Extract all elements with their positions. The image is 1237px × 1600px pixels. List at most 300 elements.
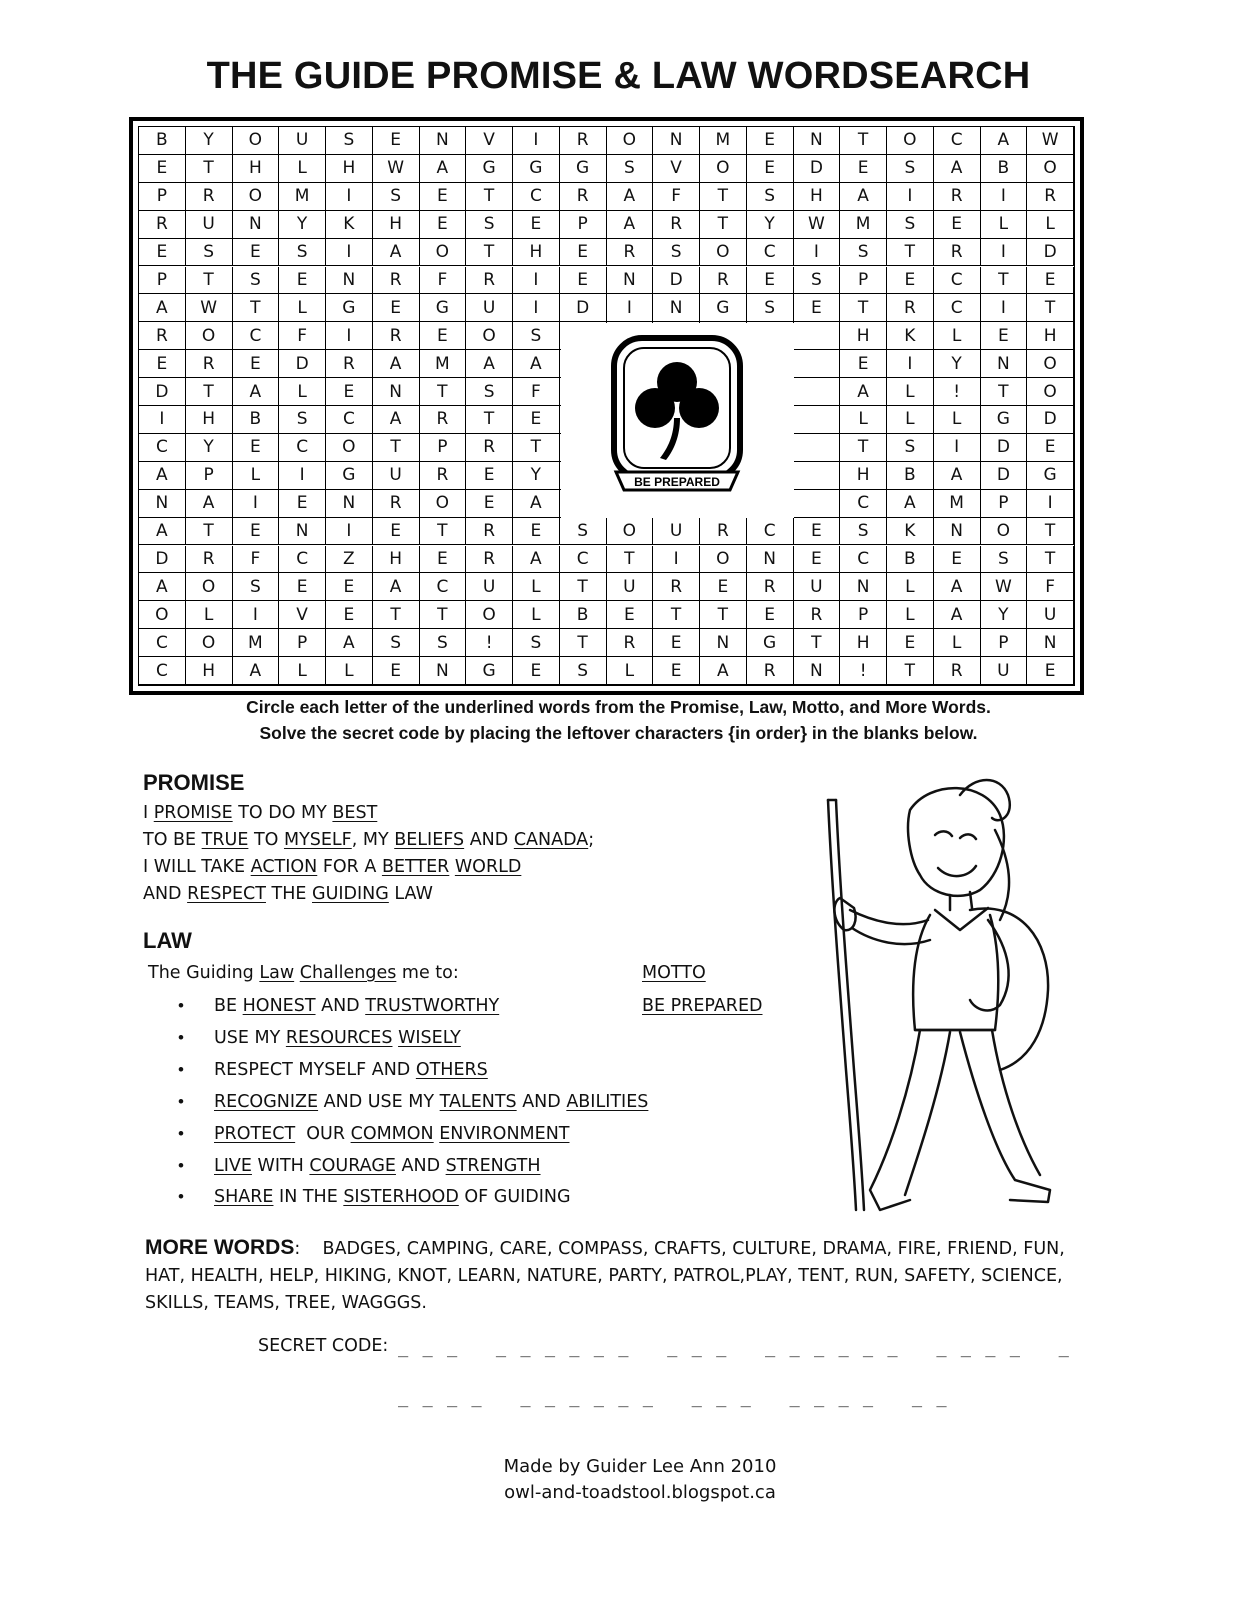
grid-cell[interactable]: E [233, 434, 280, 462]
grid-cell[interactable]: R [186, 183, 233, 211]
grid-cell[interactable]: O [700, 155, 747, 183]
grid-cell[interactable]: Y [981, 601, 1028, 629]
grid-cell[interactable]: R [466, 518, 513, 546]
grid-cell[interactable]: W [186, 294, 233, 322]
grid-cell[interactable]: I [279, 462, 326, 490]
grid-cell[interactable]: P [279, 629, 326, 657]
grid-cell[interactable]: T [233, 294, 280, 322]
grid-cell[interactable]: L [279, 378, 326, 406]
grid-cell[interactable]: H [233, 155, 280, 183]
grid-cell[interactable]: N [747, 546, 794, 574]
grid-cell[interactable]: L [934, 406, 981, 434]
grid-cell[interactable]: E [934, 546, 981, 574]
grid-cell[interactable]: P [840, 601, 887, 629]
grid-cell[interactable]: E [747, 127, 794, 155]
grid-cell[interactable]: A [420, 155, 467, 183]
grid-cell[interactable]: ! [840, 657, 887, 685]
grid-cell[interactable]: A [607, 183, 654, 211]
grid-cell[interactable]: T [653, 601, 700, 629]
grid-cell[interactable]: Y [186, 127, 233, 155]
grid-cell[interactable]: E [233, 239, 280, 267]
grid-cell[interactable]: W [373, 155, 420, 183]
grid-cell[interactable]: E [794, 546, 841, 574]
grid-cell[interactable]: I [981, 294, 1028, 322]
grid-cell[interactable]: F [420, 267, 467, 295]
grid-cell[interactable]: M [934, 490, 981, 518]
grid-cell[interactable]: L [607, 657, 654, 685]
grid-cell[interactable]: I [139, 406, 186, 434]
grid-cell[interactable]: E [420, 546, 467, 574]
grid-cell[interactable]: H [840, 322, 887, 350]
grid-cell[interactable]: M [279, 183, 326, 211]
grid-cell[interactable]: D [981, 462, 1028, 490]
grid-cell[interactable]: S [981, 546, 1028, 574]
grid-cell[interactable]: E [279, 490, 326, 518]
grid-cell[interactable]: E [373, 127, 420, 155]
grid-cell[interactable]: G [326, 462, 373, 490]
grid-cell[interactable]: E [747, 155, 794, 183]
grid-cell[interactable] [794, 462, 841, 490]
grid-cell[interactable]: E [794, 518, 841, 546]
grid-cell[interactable]: L [279, 657, 326, 685]
grid-cell[interactable]: A [513, 546, 560, 574]
grid-cell[interactable]: I [1027, 490, 1074, 518]
grid-cell[interactable]: M [840, 211, 887, 239]
grid-cell[interactable]: W [794, 211, 841, 239]
grid-cell[interactable]: R [186, 546, 233, 574]
grid-cell[interactable]: C [139, 434, 186, 462]
grid-cell[interactable]: T [466, 239, 513, 267]
grid-cell[interactable]: D [139, 378, 186, 406]
grid-cell[interactable]: A [139, 518, 186, 546]
grid-cell[interactable]: S [233, 267, 280, 295]
grid-cell[interactable]: I [326, 518, 373, 546]
grid-cell[interactable]: L [887, 573, 934, 601]
grid-cell[interactable]: E [1027, 657, 1074, 685]
grid-cell[interactable]: O [139, 601, 186, 629]
grid-cell[interactable]: L [934, 629, 981, 657]
grid-cell[interactable]: O [186, 573, 233, 601]
grid-cell[interactable]: E [466, 462, 513, 490]
grid-cell[interactable]: S [560, 657, 607, 685]
grid-cell[interactable]: E [513, 518, 560, 546]
grid-cell[interactable]: S [840, 518, 887, 546]
grid-cell[interactable]: R [700, 518, 747, 546]
grid-cell[interactable]: A [934, 573, 981, 601]
grid-cell[interactable]: N [794, 127, 841, 155]
grid-cell[interactable]: R [887, 294, 934, 322]
grid-cell[interactable]: E [1027, 267, 1074, 295]
grid-cell[interactable]: R [373, 267, 420, 295]
grid-cell[interactable]: R [139, 322, 186, 350]
secret-code-blanks-row-1[interactable]: _ _ _ _ _ _ _ _ _ _ _ _ _ _ _ _ _ _ _ _ _ _ _ [398, 1338, 1071, 1358]
grid-cell[interactable]: T [186, 155, 233, 183]
grid-cell[interactable]: S [513, 629, 560, 657]
grid-cell[interactable]: E [513, 406, 560, 434]
grid-cell[interactable]: U [794, 573, 841, 601]
grid-cell[interactable]: Y [747, 211, 794, 239]
grid-cell[interactable] [794, 490, 841, 518]
grid-cell[interactable]: N [373, 378, 420, 406]
grid-cell[interactable]: I [887, 183, 934, 211]
grid-cell[interactable]: U [466, 294, 513, 322]
grid-cell[interactable]: D [981, 434, 1028, 462]
grid-cell[interactable]: L [279, 155, 326, 183]
grid-cell[interactable]: T [1027, 518, 1074, 546]
grid-cell[interactable]: S [887, 434, 934, 462]
grid-cell[interactable]: T [700, 601, 747, 629]
grid-cell[interactable]: C [233, 322, 280, 350]
grid-cell[interactable]: Y [934, 350, 981, 378]
grid-cell[interactable]: A [466, 350, 513, 378]
grid-cell[interactable]: C [279, 546, 326, 574]
grid-cell[interactable]: A [139, 573, 186, 601]
grid-cell[interactable]: A [934, 462, 981, 490]
grid-cell[interactable]: T [373, 601, 420, 629]
grid-cell[interactable]: M [233, 629, 280, 657]
grid-cell[interactable]: H [513, 239, 560, 267]
grid-cell[interactable]: A [840, 183, 887, 211]
grid-cell[interactable]: C [139, 657, 186, 685]
grid-cell[interactable]: E [887, 267, 934, 295]
grid-cell[interactable]: A [233, 657, 280, 685]
grid-cell[interactable]: I [981, 183, 1028, 211]
grid-cell[interactable]: R [560, 127, 607, 155]
grid-cell[interactable]: R [1027, 183, 1074, 211]
grid-cell[interactable]: B [981, 155, 1028, 183]
grid-cell[interactable]: R [700, 267, 747, 295]
grid-cell[interactable]: S [466, 211, 513, 239]
grid-cell[interactable]: O [466, 601, 513, 629]
grid-cell[interactable]: E [840, 350, 887, 378]
grid-cell[interactable]: E [1027, 434, 1074, 462]
grid-cell[interactable]: D [279, 350, 326, 378]
grid-cell[interactable]: H [794, 183, 841, 211]
grid-cell[interactable]: T [466, 183, 513, 211]
grid-cell[interactable]: A [934, 601, 981, 629]
grid-cell[interactable]: T [186, 267, 233, 295]
grid-cell[interactable]: U [279, 127, 326, 155]
grid-cell[interactable]: A [934, 155, 981, 183]
grid-cell[interactable]: R [466, 546, 513, 574]
grid-cell[interactable]: D [139, 546, 186, 574]
grid-cell[interactable]: L [513, 601, 560, 629]
grid-cell[interactable]: C [840, 546, 887, 574]
grid-cell[interactable]: T [887, 239, 934, 267]
grid-cell[interactable]: I [326, 239, 373, 267]
grid-cell[interactable]: T [420, 518, 467, 546]
grid-cell[interactable]: B [139, 127, 186, 155]
grid-cell[interactable]: N [1027, 629, 1074, 657]
grid-cell[interactable]: R [466, 267, 513, 295]
grid-cell[interactable]: T [700, 211, 747, 239]
grid-cell[interactable]: A [887, 490, 934, 518]
grid-cell[interactable]: S [233, 573, 280, 601]
grid-cell[interactable]: N [233, 211, 280, 239]
grid-cell[interactable]: R [466, 434, 513, 462]
grid-cell[interactable]: C [840, 490, 887, 518]
grid-cell[interactable]: D [560, 294, 607, 322]
grid-cell[interactable]: A [139, 462, 186, 490]
grid-cell[interactable]: C [560, 546, 607, 574]
grid-cell[interactable]: L [887, 406, 934, 434]
grid-cell[interactable]: W [981, 573, 1028, 601]
grid-cell[interactable]: L [887, 601, 934, 629]
grid-cell[interactable]: G [513, 155, 560, 183]
grid-cell[interactable]: T [840, 127, 887, 155]
grid-cell[interactable]: T [607, 546, 654, 574]
grid-cell[interactable]: L [513, 573, 560, 601]
grid-cell[interactable]: G [981, 406, 1028, 434]
grid-cell[interactable]: Z [326, 546, 373, 574]
grid-cell[interactable]: I [934, 434, 981, 462]
grid-cell[interactable]: E [934, 211, 981, 239]
grid-cell[interactable]: D [653, 267, 700, 295]
grid-cell[interactable]: U [607, 573, 654, 601]
grid-cell[interactable]: A [373, 239, 420, 267]
grid-cell[interactable]: S [373, 629, 420, 657]
grid-cell[interactable]: H [373, 546, 420, 574]
grid-cell[interactable]: O [1027, 378, 1074, 406]
grid-cell[interactable]: N [139, 490, 186, 518]
grid-cell[interactable]: E [560, 239, 607, 267]
grid-cell[interactable]: E [513, 657, 560, 685]
secret-code-blanks-row-2[interactable]: _ _ _ _ _ _ _ _ _ _ _ _ _ _ _ _ _ _ _ [398, 1388, 949, 1408]
grid-cell[interactable]: R [934, 239, 981, 267]
grid-cell[interactable]: N [840, 573, 887, 601]
grid-cell[interactable]: G [1027, 462, 1074, 490]
grid-cell[interactable]: P [420, 434, 467, 462]
grid-cell[interactable]: S [373, 183, 420, 211]
grid-cell[interactable]: E [373, 294, 420, 322]
grid-cell[interactable]: K [887, 322, 934, 350]
grid-cell[interactable]: V [653, 155, 700, 183]
grid-cell[interactable]: I [607, 294, 654, 322]
grid-cell[interactable]: A [981, 127, 1028, 155]
grid-cell[interactable]: S [747, 183, 794, 211]
grid-cell[interactable]: T [466, 406, 513, 434]
grid-cell[interactable]: H [186, 406, 233, 434]
grid-cell[interactable]: ! [466, 629, 513, 657]
grid-cell[interactable]: T [794, 629, 841, 657]
grid-cell[interactable]: N [653, 294, 700, 322]
grid-cell[interactable]: Y [513, 462, 560, 490]
grid-cell[interactable]: E [466, 490, 513, 518]
grid-cell[interactable]: U [981, 657, 1028, 685]
grid-cell[interactable]: T [420, 378, 467, 406]
grid-cell[interactable]: T [981, 267, 1028, 295]
grid-cell[interactable]: K [887, 518, 934, 546]
grid-cell[interactable]: R [560, 183, 607, 211]
grid-cell[interactable]: S [840, 239, 887, 267]
grid-cell[interactable]: N [981, 350, 1028, 378]
grid-cell[interactable]: R [607, 239, 654, 267]
grid-cell[interactable]: E [513, 211, 560, 239]
grid-cell[interactable]: H [326, 155, 373, 183]
grid-cell[interactable]: E [420, 183, 467, 211]
grid-cell[interactable]: N [607, 267, 654, 295]
grid-cell[interactable]: S [747, 294, 794, 322]
grid-cell[interactable]: O [607, 518, 654, 546]
grid-cell[interactable]: S [186, 239, 233, 267]
grid-cell[interactable]: E [747, 601, 794, 629]
grid-cell[interactable]: E [653, 629, 700, 657]
grid-cell[interactable]: N [700, 629, 747, 657]
grid-cell[interactable]: U [653, 518, 700, 546]
grid-cell[interactable]: O [420, 239, 467, 267]
grid-cell[interactable]: N [279, 518, 326, 546]
grid-cell[interactable]: E [326, 601, 373, 629]
grid-cell[interactable]: C [747, 239, 794, 267]
grid-cell[interactable]: F [233, 546, 280, 574]
grid-cell[interactable]: I [326, 322, 373, 350]
grid-cell[interactable]: T [1027, 294, 1074, 322]
grid-cell[interactable]: O [326, 434, 373, 462]
grid-cell[interactable]: T [887, 657, 934, 685]
grid-cell[interactable]: E [139, 350, 186, 378]
grid-cell[interactable]: S [326, 127, 373, 155]
grid-cell[interactable]: N [653, 127, 700, 155]
grid-cell[interactable]: T [186, 378, 233, 406]
grid-cell[interactable]: A [607, 211, 654, 239]
grid-cell[interactable]: C [934, 127, 981, 155]
grid-cell[interactable]: O [887, 127, 934, 155]
grid-cell[interactable]: H [840, 462, 887, 490]
grid-cell[interactable]: E [840, 155, 887, 183]
grid-cell[interactable]: R [139, 211, 186, 239]
grid-cell[interactable]: D [1027, 239, 1074, 267]
grid-cell[interactable]: A [840, 378, 887, 406]
grid-cell[interactable]: O [466, 322, 513, 350]
grid-cell[interactable]: B [233, 406, 280, 434]
grid-cell[interactable]: Y [186, 434, 233, 462]
grid-cell[interactable]: T [560, 629, 607, 657]
grid-cell[interactable]: R [747, 573, 794, 601]
grid-cell[interactable]: V [466, 127, 513, 155]
grid-cell[interactable]: N [934, 518, 981, 546]
grid-cell[interactable]: L [279, 294, 326, 322]
grid-cell[interactable]: P [981, 490, 1028, 518]
grid-cell[interactable]: F [279, 322, 326, 350]
grid-cell[interactable]: L [186, 601, 233, 629]
grid-cell[interactable]: M [700, 127, 747, 155]
grid-cell[interactable]: L [887, 378, 934, 406]
grid-cell[interactable]: I [653, 546, 700, 574]
grid-cell[interactable]: E [326, 573, 373, 601]
grid-cell[interactable]: E [653, 657, 700, 685]
grid-cell[interactable]: S [887, 155, 934, 183]
grid-cell[interactable]: O [186, 322, 233, 350]
grid-cell[interactable]: R [420, 406, 467, 434]
grid-cell[interactable]: S [279, 239, 326, 267]
grid-cell[interactable]: H [186, 657, 233, 685]
grid-cell[interactable]: E [420, 322, 467, 350]
grid-cell[interactable]: E [560, 267, 607, 295]
grid-cell[interactable] [794, 378, 841, 406]
grid-cell[interactable]: L [840, 406, 887, 434]
grid-cell[interactable]: E [981, 322, 1028, 350]
grid-cell[interactable] [794, 406, 841, 434]
grid-cell[interactable]: H [373, 211, 420, 239]
grid-cell[interactable]: D [1027, 406, 1074, 434]
grid-cell[interactable]: E [373, 518, 420, 546]
grid-cell[interactable]: S [466, 378, 513, 406]
grid-cell[interactable]: A [373, 350, 420, 378]
grid-cell[interactable]: O [420, 490, 467, 518]
grid-cell[interactable]: O [1027, 155, 1074, 183]
grid-cell[interactable]: T [560, 573, 607, 601]
grid-cell[interactable]: O [700, 546, 747, 574]
grid-cell[interactable]: A [373, 406, 420, 434]
grid-cell[interactable]: U [373, 462, 420, 490]
grid-cell[interactable]: E [279, 267, 326, 295]
grid-cell[interactable]: ! [934, 378, 981, 406]
grid-cell[interactable]: G [420, 294, 467, 322]
grid-cell[interactable]: S [607, 155, 654, 183]
grid-cell[interactable]: I [794, 239, 841, 267]
grid-cell[interactable]: Y [279, 211, 326, 239]
grid-cell[interactable]: P [840, 267, 887, 295]
grid-cell[interactable]: U [186, 211, 233, 239]
grid-cell[interactable]: E [233, 518, 280, 546]
grid-cell[interactable]: G [466, 657, 513, 685]
grid-cell[interactable]: S [887, 211, 934, 239]
grid-cell[interactable]: T [840, 434, 887, 462]
grid-cell[interactable]: L [326, 657, 373, 685]
grid-cell[interactable]: B [887, 462, 934, 490]
grid-cell[interactable]: P [186, 462, 233, 490]
grid-cell[interactable]: N [326, 490, 373, 518]
grid-cell[interactable]: C [934, 267, 981, 295]
grid-cell[interactable]: S [513, 322, 560, 350]
grid-cell[interactable]: E [233, 350, 280, 378]
grid-cell[interactable]: S [279, 406, 326, 434]
grid-cell[interactable]: T [700, 183, 747, 211]
grid-cell[interactable] [794, 322, 841, 350]
grid-cell[interactable]: O [700, 239, 747, 267]
grid-cell[interactable]: C [934, 294, 981, 322]
grid-cell[interactable]: T [420, 601, 467, 629]
grid-cell[interactable]: E [139, 155, 186, 183]
grid-cell[interactable]: M [420, 350, 467, 378]
grid-cell[interactable]: E [747, 267, 794, 295]
grid-cell[interactable]: O [186, 629, 233, 657]
grid-cell[interactable]: O [607, 127, 654, 155]
grid-cell[interactable]: R [326, 350, 373, 378]
grid-cell[interactable]: A [233, 378, 280, 406]
grid-cell[interactable]: E [700, 573, 747, 601]
grid-cell[interactable]: E [887, 629, 934, 657]
grid-cell[interactable]: N [420, 657, 467, 685]
grid-cell[interactable]: R [373, 490, 420, 518]
grid-cell[interactable]: H [1027, 322, 1074, 350]
grid-cell[interactable]: T [1027, 546, 1074, 574]
grid-cell[interactable]: G [747, 629, 794, 657]
grid-cell[interactable] [794, 350, 841, 378]
grid-cell[interactable]: A [186, 490, 233, 518]
grid-cell[interactable]: T [186, 518, 233, 546]
grid-cell[interactable]: B [887, 546, 934, 574]
grid-cell[interactable]: L [1027, 211, 1074, 239]
grid-cell[interactable]: D [794, 155, 841, 183]
grid-cell[interactable]: O [233, 183, 280, 211]
grid-cell[interactable]: A [373, 573, 420, 601]
grid-cell[interactable]: E [139, 239, 186, 267]
grid-cell[interactable]: I [513, 127, 560, 155]
grid-cell[interactable]: K [326, 211, 373, 239]
grid-cell[interactable]: N [794, 657, 841, 685]
grid-cell[interactable]: A [326, 629, 373, 657]
